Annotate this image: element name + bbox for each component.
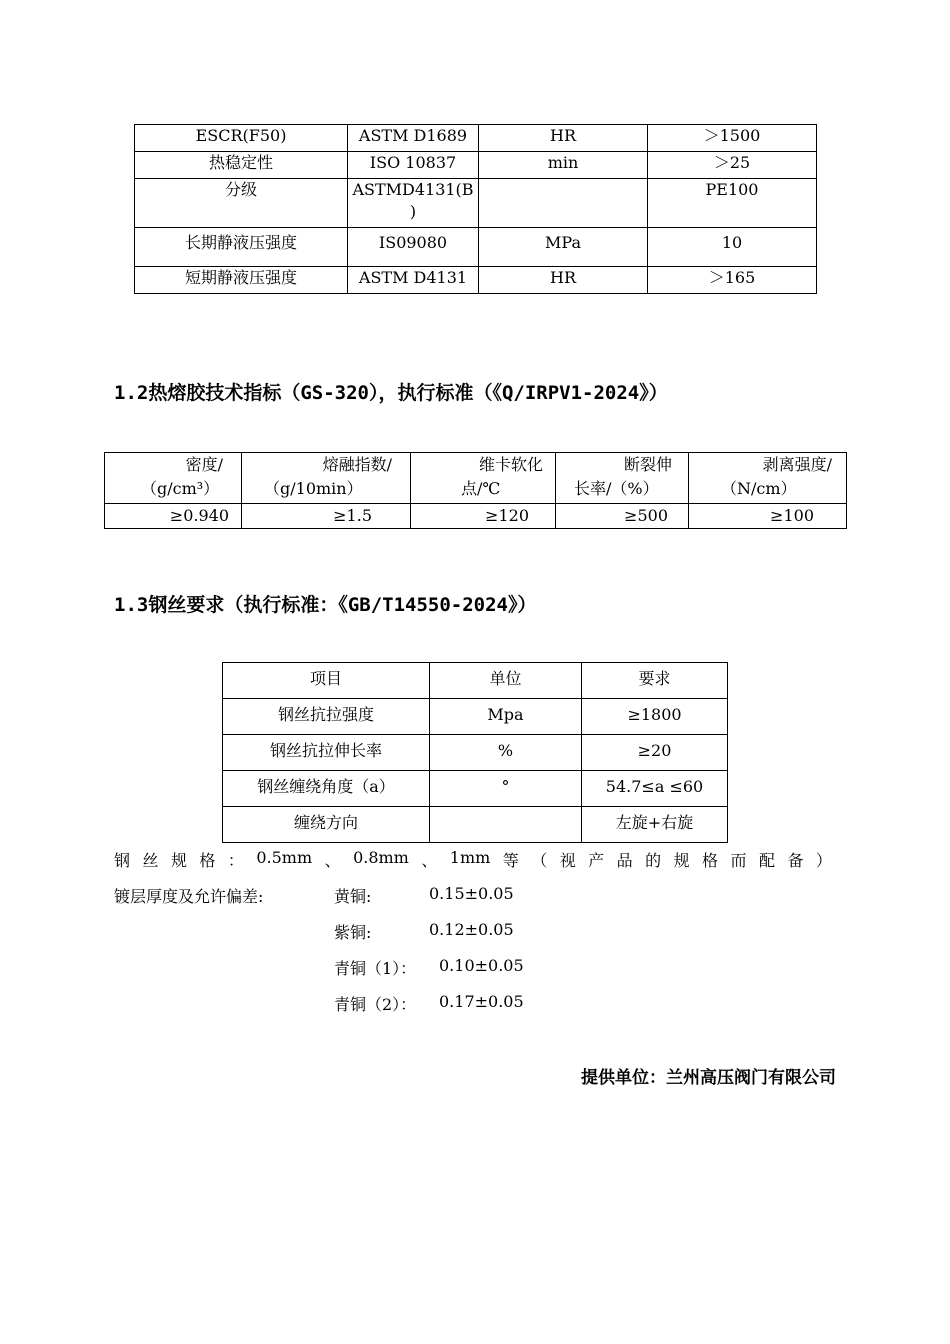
spec-token: 规 — [170, 851, 187, 870]
header-cell: 维卡软化 点/℃ — [411, 453, 556, 504]
table-row — [135, 152, 817, 179]
coating-value: 0.15±0.05 — [429, 884, 514, 903]
material-properties-table — [134, 124, 817, 294]
table-cell: ≥500 — [556, 504, 689, 529]
table-cell: ＞1500 — [648, 125, 817, 152]
table-cell: 热稳定性 — [135, 152, 348, 179]
spec-token: 0.8mm — [353, 848, 409, 867]
table-row — [135, 179, 817, 228]
table-row — [223, 771, 728, 807]
table-cell: ESCR(F50) — [135, 125, 348, 152]
spec-token: 格 — [702, 851, 719, 870]
spec-token: ） — [815, 851, 832, 870]
hot-melt-spec-table — [104, 452, 847, 529]
spec-token: 视 — [559, 851, 576, 870]
steel-wire-table — [222, 662, 728, 843]
coating-value: 0.10±0.05 — [439, 956, 524, 975]
table-cell: % — [430, 735, 582, 771]
spec-token: 、 — [421, 851, 438, 870]
spec-token: 而 — [730, 851, 747, 870]
coating-value: 0.17±0.05 — [439, 992, 524, 1011]
table-row — [223, 807, 728, 843]
spec-token: 0.5mm — [256, 848, 313, 867]
spec-token: 丝 — [142, 851, 159, 870]
table-header-row — [223, 663, 728, 699]
table-cell — [430, 807, 582, 843]
coating-item: 青铜（2）： — [334, 995, 417, 1014]
table-cell: ≥0.940 — [105, 504, 242, 529]
header-cell: 项目 — [223, 663, 430, 699]
header-cell: 剥离强度/ （N/cm） — [689, 453, 847, 504]
table-cell: PE100 — [648, 179, 817, 228]
table-cell: ≥1800 — [582, 699, 728, 735]
wire-spec-line — [114, 848, 832, 871]
section-heading-1-2: 1.2热熔胶技术指标（GS-320），执行标准（《Q/IRPV1-2024》） — [114, 382, 668, 404]
spec-token: 1mm — [449, 848, 491, 867]
spec-token: 品 — [616, 851, 633, 870]
table-cell: ISO 10837 — [348, 152, 479, 179]
table-cell: ≥1.5 — [242, 504, 411, 529]
table-row — [135, 267, 817, 294]
spec-token: 备 — [787, 851, 804, 870]
table-cell: 左旋+右旋 — [582, 807, 728, 843]
header-cell: 密度/ （g/cm³） — [105, 453, 242, 504]
table-cell: ASTM D4131 — [348, 267, 479, 294]
coating-item: 青铜（1）： — [334, 959, 417, 978]
table-cell: 钢丝缠绕角度（a） — [223, 771, 430, 807]
table-cell: 分级 — [135, 179, 348, 228]
header-cell: 单位 — [430, 663, 582, 699]
table-cell: ＞25 — [648, 152, 817, 179]
spec-token: 格 — [199, 851, 216, 870]
table-cell: ° — [430, 771, 582, 807]
section-heading-1-3: 1.3钢丝要求（执行标准：《GB/T14550-2024》） — [114, 594, 537, 616]
header-cell: 要求 — [582, 663, 728, 699]
header-cell: 断裂伸 长率/（%） — [556, 453, 689, 504]
coating-label: 镀层厚度及允许偏差: — [114, 887, 264, 906]
spec-token: 的 — [645, 851, 662, 870]
table-cell: ASTMD4131(B ) — [348, 179, 479, 228]
table-row — [105, 504, 847, 529]
spec-token: 钢 — [114, 851, 131, 870]
table-cell: 短期静液压强度 — [135, 267, 348, 294]
table-cell: MPa — [479, 228, 648, 267]
table-cell: 钢丝抗拉伸长率 — [223, 735, 430, 771]
table-cell — [479, 179, 648, 228]
table-cell: 长期静液压强度 — [135, 228, 348, 267]
spec-token: 产 — [588, 851, 605, 870]
spec-token: 等 — [502, 851, 519, 870]
table-row — [223, 735, 728, 771]
table-header-row — [105, 453, 847, 504]
table-cell: IS09080 — [348, 228, 479, 267]
table-cell: min — [479, 152, 648, 179]
table-cell: ＞165 — [648, 267, 817, 294]
spec-token: ： — [227, 851, 244, 870]
coating-item: 黄铜: — [334, 887, 372, 906]
spec-token: 、 — [324, 851, 341, 870]
spec-token: 配 — [758, 851, 775, 870]
spec-token: （ — [531, 851, 548, 870]
table-cell: 10 — [648, 228, 817, 267]
table-cell: Mpa — [430, 699, 582, 735]
table-cell: ≥120 — [411, 504, 556, 529]
provider-footer: 提供单位：兰州高压阀门有限公司 — [581, 1068, 836, 1088]
table-cell: 钢丝抗拉强度 — [223, 699, 430, 735]
table-cell: ≥20 — [582, 735, 728, 771]
spec-token: 规 — [673, 851, 690, 870]
table-cell: HR — [479, 125, 648, 152]
coating-item: 紫铜: — [334, 923, 372, 942]
table-row — [135, 228, 817, 267]
table-cell: ≥100 — [689, 504, 847, 529]
table-cell: ASTM D1689 — [348, 125, 479, 152]
header-cell: 熔融指数/ （g/10min） — [242, 453, 411, 504]
table-cell: 54.7≤a ≤60 — [582, 771, 728, 807]
table-row — [135, 125, 817, 152]
coating-value: 0.12±0.05 — [429, 920, 514, 939]
table-cell: HR — [479, 267, 648, 294]
table-cell: 缠绕方向 — [223, 807, 430, 843]
table-row — [223, 699, 728, 735]
